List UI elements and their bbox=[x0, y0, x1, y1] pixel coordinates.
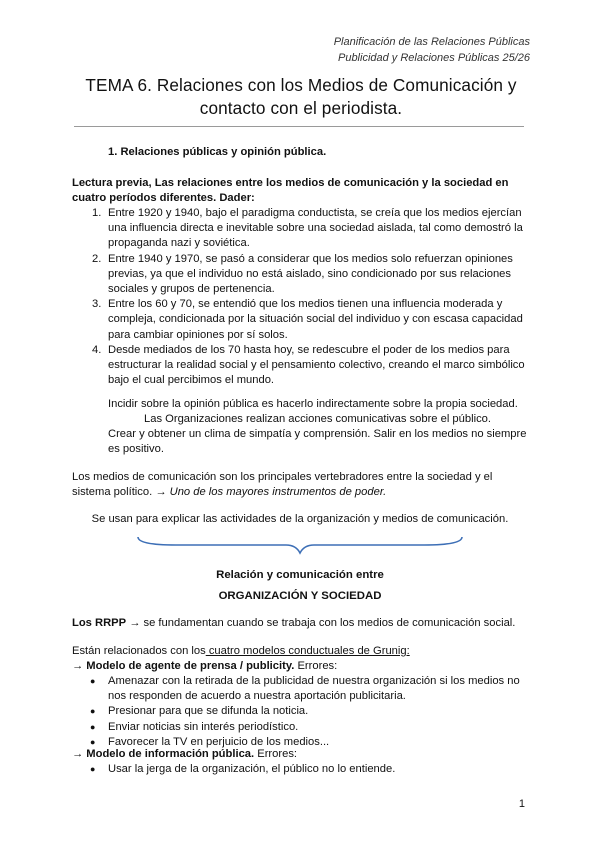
list-item bbox=[90, 720, 568, 735]
list-line: bajo el cual percibimos el mundo. bbox=[108, 374, 275, 387]
intro-line-1: Lectura previa, Las relaciones entre los medios de comunicación y la sociedad en bbox=[72, 177, 509, 189]
list-line: previas, ya que el individuo no está aislado, sino condicionado por sus relaciones bbox=[108, 267, 512, 280]
list-line: Usar la jerga de la organización, el público no lo entiende. bbox=[108, 763, 396, 775]
header-course: Publicidad y Relaciones Públicas 25/26 bbox=[337, 52, 530, 64]
list-line: compleja, condicionada por la situación social del individuo y con escasa capacidad bbox=[108, 313, 523, 326]
arrow-icon: → bbox=[72, 660, 87, 672]
medios-paragraph bbox=[72, 470, 532, 500]
periods-list bbox=[72, 206, 568, 388]
list-line: estructurar la realidad social y el pensamiento colectivo, creando el marco simbólico bbox=[108, 359, 525, 372]
list-line: Entre los 60 y 70, se entendió que los medios tienen una influencia moderada y bbox=[108, 298, 503, 311]
list-number: 2. bbox=[92, 252, 102, 265]
modelo-1-rest: Errores: bbox=[294, 660, 338, 672]
curly-brace-icon bbox=[136, 534, 464, 556]
opinion-line-2: Las Organizaciones realizan acciones comunicativas sobre el público. bbox=[144, 413, 491, 425]
modelo-2-heading bbox=[72, 747, 532, 762]
modelos-underlined: cuatro modelos conductuales de Grunig: bbox=[205, 645, 410, 657]
bullet-icon: ● bbox=[90, 706, 96, 717]
opinion-line-1: Incidir sobre la opinión pública es hacerlo indirectamente sobre la propia sociedad. bbox=[108, 398, 518, 410]
usan-line: Se usan para explicar las actividades de la organización y medios de comunicación. bbox=[91, 513, 509, 525]
list-line: Desde mediados de los 70 hasta hoy, se redescubre el poder de los medios para bbox=[108, 343, 510, 356]
intro-paragraph bbox=[72, 176, 532, 206]
header-subject: Planificación de las Relaciones Públicas bbox=[333, 36, 530, 48]
section-heading: 1. Relaciones públicas y opinión pública. bbox=[108, 146, 327, 158]
list-item bbox=[90, 704, 568, 719]
list-item bbox=[92, 206, 568, 252]
list-number: 3. bbox=[92, 298, 102, 311]
page-title bbox=[60, 74, 542, 120]
list-number: 4. bbox=[92, 343, 102, 356]
title-line-1: TEMA 6. Relaciones con los Medios de Comunicación y bbox=[85, 75, 517, 95]
list-line: Enviar noticias sin interés periodístico. bbox=[108, 720, 299, 733]
relacion-heading: Relación y comunicación entre bbox=[216, 569, 384, 581]
opinion-line-4: es positivo. bbox=[108, 443, 164, 455]
list-line: para cambiar opiniones por sí solos. bbox=[108, 328, 288, 341]
list-line: Presionar para que se difunda la noticia. bbox=[108, 705, 309, 718]
modelo-1-title: Modelo de agente de prensa / publicity. bbox=[86, 660, 295, 672]
list-item bbox=[92, 343, 568, 389]
modelo-1-errors bbox=[72, 674, 568, 750]
bullet-icon: ● bbox=[90, 721, 96, 732]
title-divider bbox=[74, 126, 524, 127]
list-item bbox=[90, 674, 568, 704]
arrow-icon: → bbox=[72, 748, 87, 760]
list-line: Entre 1920 y 1940, bajo el paradigma conductista, se creía que los medios ejercían bbox=[108, 207, 522, 219]
bullet-icon: ● bbox=[90, 736, 96, 747]
modelo-2-title: Modelo de información pública. bbox=[86, 748, 255, 760]
bullet-icon: ● bbox=[90, 764, 96, 774]
list-number: 1. bbox=[92, 207, 102, 219]
list-line: Favorecer la TV en perjuicio de los medios... bbox=[108, 735, 330, 748]
opinion-line-3: Crear y obtener un clima de simpatía y comprensión. Salir en los medios no siempre bbox=[108, 428, 527, 440]
intro-line-2: cuatro períodos diferentes. Dader: bbox=[72, 192, 255, 205]
bullet-icon: ● bbox=[90, 676, 96, 686]
list-line: propaganda nazi y soviética. bbox=[108, 237, 250, 250]
medios-arrow-text: sistema político. → bbox=[72, 486, 170, 499]
modelo-2-rest: Errores: bbox=[254, 748, 298, 760]
list-line: sociales y grupos de pertenencia. bbox=[108, 283, 275, 296]
list-item bbox=[92, 252, 568, 298]
relacion-subheading: ORGANIZACIÓN Y SOCIEDAD bbox=[218, 590, 382, 602]
list-item bbox=[92, 297, 568, 343]
modelos-line bbox=[72, 644, 532, 659]
medios-line-1: Los medios de comunicación son los principales vertebradores entre la sociedad y el bbox=[72, 471, 493, 483]
list-item bbox=[90, 762, 568, 777]
medios-line-2 bbox=[72, 485, 532, 500]
list-line: una influencia directa e inevitable sobre una sociedad aislada, tal como demostró la bbox=[108, 222, 523, 235]
medios-italic-text: Uno de los mayores instrumentos de poder. bbox=[169, 486, 387, 499]
modelo-1-heading bbox=[72, 659, 532, 674]
list-line: nos responden de acuerdo a nuestra aportación publicitaria. bbox=[108, 690, 406, 703]
list-line: Entre 1940 y 1970, se pasó a considerar que los medios solo refuerzan opiniones bbox=[108, 252, 513, 265]
modelos-plain: Están relacionados con los bbox=[72, 645, 206, 657]
rrpp-rest: → se fundamentan cuando se trabaja con los medios de comunicación social. bbox=[126, 617, 516, 629]
title-line-2: contacto con el periodista. bbox=[199, 98, 403, 118]
page-number: 1 bbox=[518, 798, 525, 810]
rrpp-bold: Los RRPP bbox=[72, 617, 127, 629]
rrpp-line bbox=[72, 616, 532, 631]
modelo-2-errors bbox=[72, 762, 568, 777]
list-line: Amenazar con la retirada de la publicidad de nuestra organización si los medios no bbox=[108, 675, 520, 687]
